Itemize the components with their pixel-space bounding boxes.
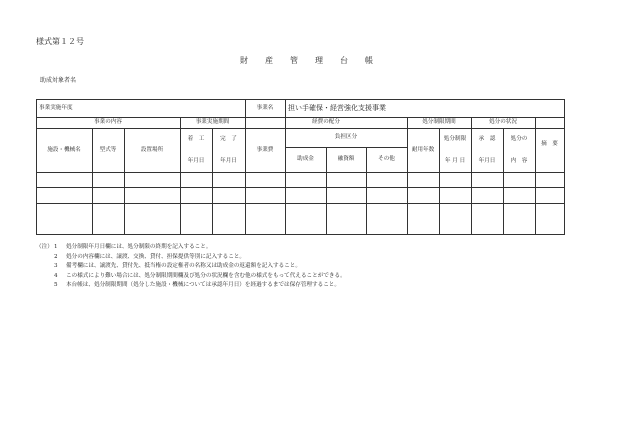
grid-line [36,172,565,173]
col-disposal-content: 内 容 [510,157,528,164]
note-number: 4 [54,272,58,279]
col-end: 完 了 [220,135,237,142]
note-number: 1 [54,244,58,250]
note-item [36,262,346,272]
group-project-content: 事業の内容 [94,119,122,126]
col-loan: 融資額 [337,156,355,163]
col-start: 着 工 [187,135,205,142]
note-text: 本台帳は、処分制限期間（処分した施設・機械については承認年月日）を経過するまでは保存管理すること。 [66,282,340,289]
project-name-label: 事業名 [256,104,274,111]
col-facility-machine: 施設・機械名 [47,146,81,153]
grid-line [36,187,565,188]
note-number: 3 [54,263,58,270]
group-expense-allocation: 経費の配分 [312,119,340,126]
fiscal-year-value[interactable] [92,99,245,117]
grid-line [36,203,565,204]
note-item [36,272,346,282]
col-burden-category: 負担区分 [334,134,358,141]
form-number: 様式第１２号 [36,37,84,46]
group-disposal-status: 処分の状況 [489,119,517,126]
col-other: その他 [378,156,395,163]
col-project-cost: 事業費 [256,146,274,153]
col-start-ymd: 年月日 [187,157,205,164]
note-item [36,253,346,263]
property-ledger-table [36,99,565,235]
note-item [36,243,346,253]
note-number: 5 [54,282,58,289]
group-disposal-period: 処分制限期間 [422,119,456,126]
document-title: 財産管理台帳 [240,56,390,65]
col-approval-ymd: 年月日 [478,157,496,164]
note-text: 備考欄には、譲渡先、貸付先、抵当権の設定権者の名称又は助成金の返還額を記入すること。 [66,263,301,270]
note-text: 処分の内容欄には、譲渡、交換、貸付、担保提供等別に記入すること。 [66,253,246,260]
col-disposal: 処分の [510,135,528,142]
col-end-ymd: 年月日 [220,157,237,164]
col-model: 型式等 [99,146,117,153]
grid-line [36,234,565,235]
fiscal-year-label: 事業実施年度 [39,104,73,111]
col-useful-life: 耐用年数 [411,146,435,153]
project-name-value[interactable]: 担い手確保・経営強化支援事業 [288,103,386,112]
col-limit-date-ymd: 年 月 日 [444,157,466,164]
col-remarks: 摘 要 [541,141,558,148]
grid-line [564,99,565,235]
col-limit-date: 処分制限 [443,135,467,142]
note-text: この様式により難い場合には、処分制限期間欄及び処分の状況欄を含む他の様式をもって代えることができる。 [66,272,346,279]
notes-label: （注） [36,244,53,250]
note-number: 2 [54,253,58,260]
note-item [36,281,346,291]
col-subsidy: 助成金 [297,156,314,163]
col-location: 設置場所 [140,146,164,153]
subject-name-label: 助成対象者名 [40,77,77,84]
col-approval: 承 認 [478,135,496,142]
note-text: 処分制限年月日欄には、処分制限の終期を記入すること。 [66,244,212,250]
notes-section [36,243,346,291]
group-implementation-period: 事業実施期間 [195,119,230,126]
